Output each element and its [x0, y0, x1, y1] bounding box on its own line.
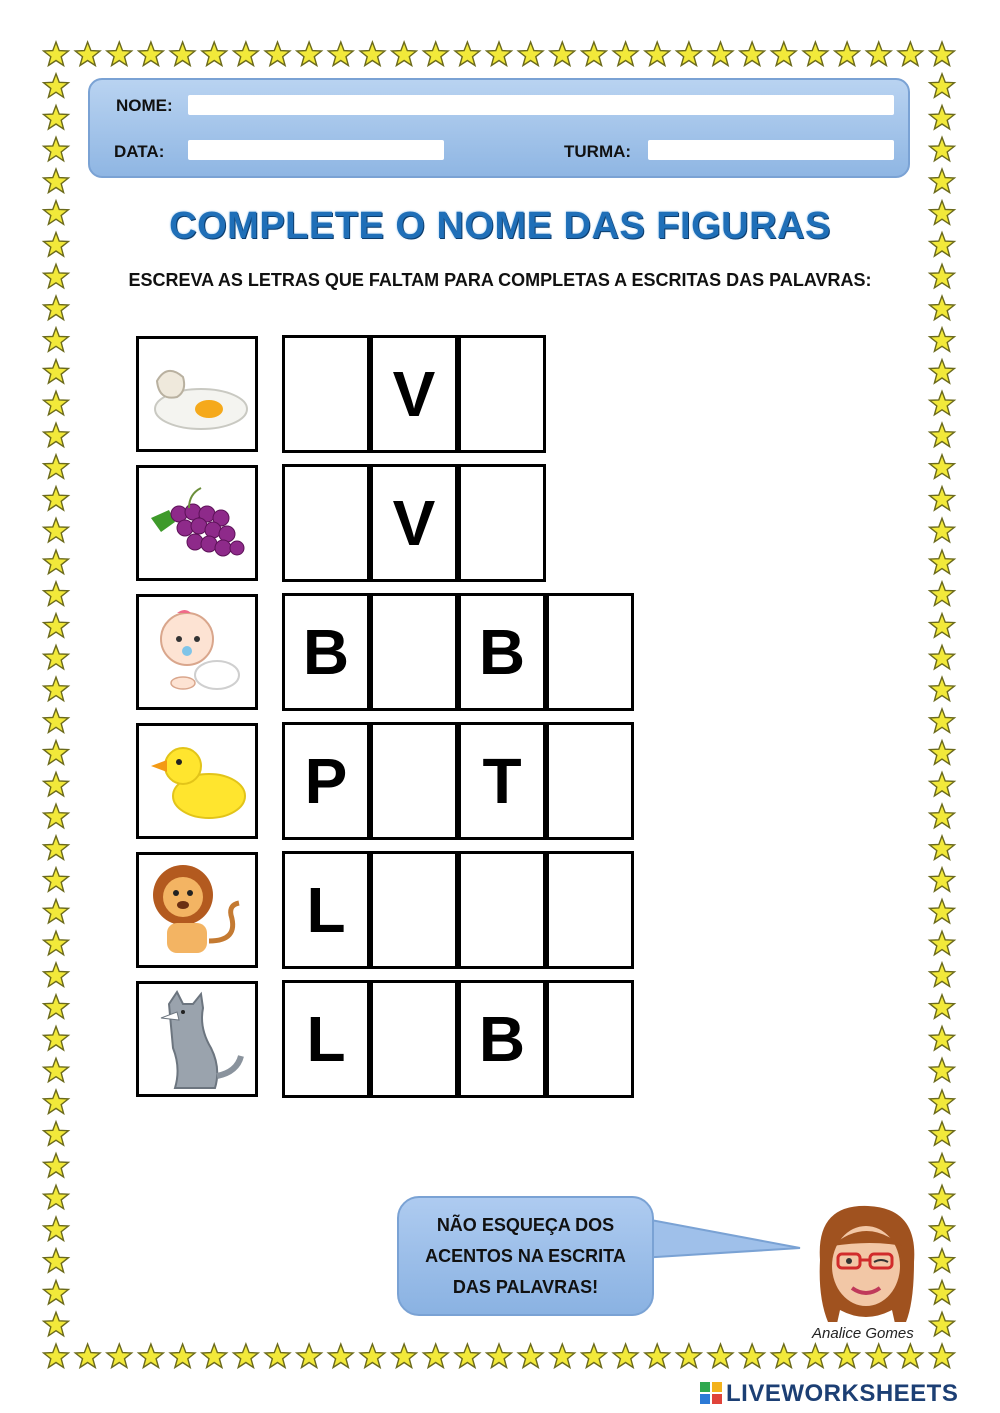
border-star: [234, 1344, 259, 1368]
border-star: [645, 1344, 670, 1368]
border-star: [930, 836, 955, 860]
border-star: [930, 42, 955, 66]
border-star: [107, 1344, 132, 1368]
border-star: [930, 391, 955, 415]
letter-box[interactable]: [546, 722, 634, 840]
border-star: [44, 391, 69, 415]
border-star: [265, 42, 290, 66]
letter-box[interactable]: [370, 851, 458, 969]
letter-box[interactable]: [546, 980, 634, 1098]
border-star: [44, 1026, 69, 1050]
border-star: [930, 1026, 955, 1050]
border-star: [930, 772, 955, 796]
letter-box: V: [370, 464, 458, 582]
border-star: [423, 1344, 448, 1368]
border-star: [265, 1344, 290, 1368]
border-star: [930, 899, 955, 923]
border-star: [930, 455, 955, 479]
instruction-text: ESCREVA AS LETRAS QUE FALTAM PARA COMPLETAS A ESCRITAS DAS PALAVRAS:: [128, 270, 872, 290]
border-star: [677, 1344, 702, 1368]
border-star: [930, 1217, 955, 1241]
border-star: [44, 614, 69, 638]
border-star: [613, 1344, 638, 1368]
border-star: [898, 1344, 923, 1368]
class-label: TURMA:: [564, 142, 632, 161]
border-star: [44, 1154, 69, 1178]
border-star: [44, 1281, 69, 1305]
border-star: [487, 42, 512, 66]
border-star: [44, 1217, 69, 1241]
border-star: [930, 1249, 955, 1273]
border-star: [930, 169, 955, 193]
border-star: [835, 1344, 860, 1368]
border-star: [771, 1344, 796, 1368]
border-star: [930, 995, 955, 1019]
border-star: [740, 42, 765, 66]
date-label: DATA:: [114, 142, 165, 161]
border-star: [930, 677, 955, 701]
letter-box[interactable]: [458, 464, 546, 582]
border-star: [202, 42, 227, 66]
border-star: [930, 804, 955, 828]
duck-picture: [136, 723, 258, 839]
border-star: [75, 42, 100, 66]
border-star: [44, 518, 69, 542]
border-star: [582, 42, 607, 66]
letter-box[interactable]: [282, 464, 370, 582]
border-star: [297, 42, 322, 66]
border-star: [930, 868, 955, 892]
border-star: [170, 1344, 195, 1368]
border-star: [613, 42, 638, 66]
border-star: [930, 328, 955, 352]
liveworksheets-logo-icon: [700, 1382, 722, 1406]
border-star: [44, 1090, 69, 1114]
letter-box[interactable]: [546, 593, 634, 711]
border-star: [44, 963, 69, 987]
border-star: [44, 42, 69, 66]
name-field[interactable]: [188, 95, 894, 115]
date-field[interactable]: [188, 140, 444, 160]
border-star: [582, 1344, 607, 1368]
border-star: [44, 931, 69, 955]
border-star: [139, 1344, 164, 1368]
border-star: [44, 1122, 69, 1146]
letter-box: V: [370, 335, 458, 453]
border-star: [360, 1344, 385, 1368]
grapes-picture: [136, 465, 258, 581]
border-star: [139, 42, 164, 66]
border-star: [930, 1090, 955, 1114]
wolf-picture: [136, 981, 258, 1097]
border-star: [930, 1344, 955, 1368]
border-star: [518, 1344, 543, 1368]
border-star: [930, 423, 955, 447]
border-star: [803, 42, 828, 66]
border-star: [930, 296, 955, 320]
border-star: [930, 487, 955, 511]
border-star: [392, 42, 417, 66]
border-star: [107, 42, 132, 66]
border-star: [930, 582, 955, 606]
letter-box: T: [458, 722, 546, 840]
border-star: [930, 137, 955, 161]
border-star: [44, 1344, 69, 1368]
border-star: [297, 1344, 322, 1368]
border-star: [455, 1344, 480, 1368]
author-signature: Analice Gomes: [812, 1325, 914, 1342]
border-star: [202, 1344, 227, 1368]
border-star: [44, 1249, 69, 1273]
border-star: [930, 645, 955, 669]
border-star: [930, 360, 955, 384]
border-star: [803, 1344, 828, 1368]
border-star: [44, 804, 69, 828]
border-star: [835, 42, 860, 66]
border-star: [708, 1344, 733, 1368]
border-star: [44, 836, 69, 860]
border-star: [44, 645, 69, 669]
border-star: [487, 1344, 512, 1368]
letter-box: P: [282, 722, 370, 840]
border-star: [550, 42, 575, 66]
reminder-bubble: [397, 1196, 654, 1316]
border-star: [930, 1058, 955, 1082]
border-star: [44, 677, 69, 701]
border-star: [518, 42, 543, 66]
letter-box[interactable]: [282, 335, 370, 453]
border-star: [328, 1344, 353, 1368]
border-star: [930, 550, 955, 574]
fried-egg-picture: [136, 336, 258, 452]
border-star: [44, 74, 69, 98]
border-star: [44, 1185, 69, 1209]
border-star: [234, 42, 259, 66]
border-star: [930, 106, 955, 130]
border-star: [866, 42, 891, 66]
border-star: [328, 42, 353, 66]
border-star: [930, 931, 955, 955]
letter-box: L: [282, 980, 370, 1098]
border-star: [44, 296, 69, 320]
border-star: [44, 709, 69, 733]
border-star: [771, 42, 796, 66]
border-star: [392, 1344, 417, 1368]
border-star: [930, 1154, 955, 1178]
bubble-line-1: NÃO ESQUEÇA DOS: [436, 1214, 615, 1235]
border-star: [44, 1312, 69, 1336]
letter-box[interactable]: [458, 851, 546, 969]
border-star: [44, 772, 69, 796]
letter-box[interactable]: [370, 722, 458, 840]
border-star: [44, 899, 69, 923]
letter-box: B: [282, 593, 370, 711]
border-star: [677, 42, 702, 66]
border-star: [898, 42, 923, 66]
class-field[interactable]: [648, 140, 894, 160]
name-label: NOME:: [116, 96, 173, 115]
border-star: [44, 360, 69, 384]
border-star: [44, 487, 69, 511]
border-star: [930, 1185, 955, 1209]
border-star: [44, 550, 69, 574]
student-info-panel: [88, 78, 910, 178]
border-star: [44, 169, 69, 193]
border-star: [866, 1344, 891, 1368]
speech-bubble-tail: [640, 1210, 810, 1270]
lion-picture: [136, 852, 258, 968]
border-star: [44, 582, 69, 606]
border-star: [930, 709, 955, 733]
border-star: [44, 741, 69, 765]
border-star: [44, 455, 69, 479]
baby-picture: [136, 594, 258, 710]
border-star: [44, 868, 69, 892]
border-star: [708, 42, 733, 66]
border-star: [550, 1344, 575, 1368]
border-star: [44, 328, 69, 352]
letter-box: B: [458, 593, 546, 711]
border-star: [930, 1281, 955, 1305]
border-star: [455, 42, 480, 66]
border-star: [44, 137, 69, 161]
border-star: [740, 1344, 765, 1368]
border-star: [930, 614, 955, 638]
letter-box[interactable]: [370, 980, 458, 1098]
border-star: [930, 1122, 955, 1146]
border-star: [423, 42, 448, 66]
border-star: [930, 74, 955, 98]
border-star: [930, 741, 955, 765]
border-star: [360, 42, 385, 66]
teacher-avatar: [806, 1200, 926, 1328]
border-star: [170, 42, 195, 66]
border-star: [44, 106, 69, 130]
border-star: [645, 42, 670, 66]
border-star: [44, 1058, 69, 1082]
letter-box[interactable]: [370, 593, 458, 711]
border-star: [930, 518, 955, 542]
bubble-line-3: DAS PALAVRAS!: [452, 1276, 599, 1297]
brand-wordmark: LIVEWORKSHEETS: [726, 1380, 959, 1407]
border-star: [44, 995, 69, 1019]
letter-box[interactable]: [546, 851, 634, 969]
border-star: [75, 1344, 100, 1368]
letter-box[interactable]: [458, 335, 546, 453]
border-star: [44, 423, 69, 447]
border-star: [930, 963, 955, 987]
bubble-line-2: ACENTOS NA ESCRITA: [425, 1245, 626, 1266]
letter-box: L: [282, 851, 370, 969]
page-title: COMPLETE O NOME DAS FIGURAS: [169, 205, 831, 247]
letter-box: B: [458, 980, 546, 1098]
border-star: [930, 1312, 955, 1336]
